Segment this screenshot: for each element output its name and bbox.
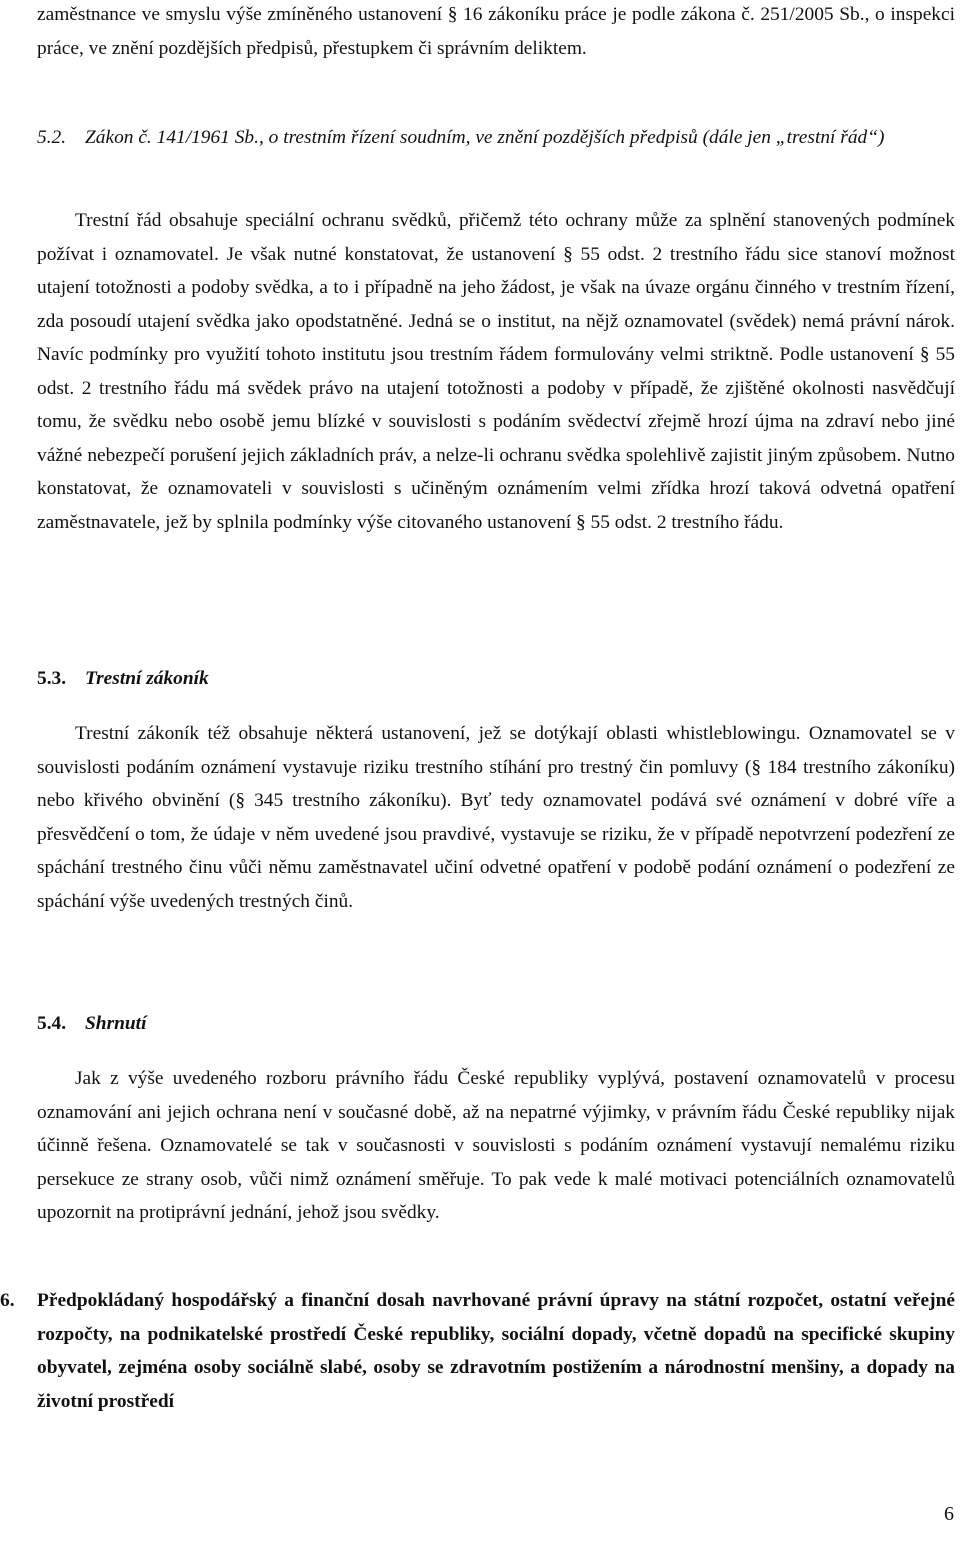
section-5-2-title: Zákon č. 141/1961 Sb., o trestním řízení soudním, ve znění pozdějších předpisů (dále jen „trestní řád“): [85, 127, 885, 148]
section-5-3-heading: [37, 662, 209, 696]
section-5-2-body: Trestní řád obsahuje speciální ochranu svědků, přičemž této ochrany může za splnění stanovených podmínek požívat i oznamovatel. Je však nutné konstatovat, že ustanovení § 55 odst. 2 trestního řádu sice stanoví možnost utajení totožnosti a podoby svědka, a to i případně na jeho žádost, je však na úvaze orgánu činného v trestním řízení, zda posoudí utajení svědka jako opodstatněné. Jedná se o institut, na nějž oznamovatel (svědek) nemá právní nárok. Navíc podmínky pro využití tohoto institutu jsou trestním řádem formulovány velmi striktně. Podle ustanovení § 55 odst. 2 trestního řádu má svědek právo na utajení totožnosti a podoby v případě, že zjištěné okolnosti nasvědčují tomu, že svědku nebo osobě jemu blízké v souvislosti s podáním svědectví zřejmě hrozí újma na zdraví nebo jiné vážné nebezpečí porušení jejich základních práv, a nelze-li ochranu svědka spolehlivě zajistit jiným způsobem. Nutno konstatovat, že oznamovateli v souvislosti s učiněným oznámením velmi zřídka hrozí taková odvetná opatření zaměstnavatele, jež by splnila podmínky výše citovaného ustanovení § 55 odst. 2 trestního řádu.: [37, 210, 955, 533]
section-6-title: Předpokládaný hospodářský a finanční dosah navrhované právní úpravy na státní rozpočet, ostatní veřejné rozpočty, na podnikatelské prostředí České republiky, sociální dopady, včetně dopadů na specifické skupiny obyvatel, zejména osoby sociálně slabé, osoby se zdravotním postižením a národnostní menšiny, a dopady na životní prostředí: [37, 1290, 955, 1412]
section-5-2-number: 5.2.: [37, 127, 67, 148]
section-6-heading: [0, 1284, 955, 1418]
section-5-4-body: Jak z výše uvedeného rozboru právního řádu České republiky vyplývá, postavení oznamovatelů v procesu oznamování ani jejich ochrana není v současné době, až na nepatrné výjimky, v právním řádu České republiky nijak účinně řešena. Oznamovatelé se tak v současnosti v souvislosti s podáním oznámení vystavují nemalému riziku persekuce ze strany osob, vůči nimž oznámení směřuje. To pak vede k malé motivaci potenciálních oznamovatelů upozornit na protiprávní jednání, jehož jsou svědky.: [37, 1068, 955, 1223]
section-6-number: 6.: [0, 1290, 15, 1311]
section-5-4-number: 5.4.: [37, 1013, 67, 1034]
page-number: 6: [944, 1503, 954, 1525]
section-5-3-title: Trestní zákoník: [85, 668, 209, 689]
section-5-3-body: Trestní zákoník též obsahuje některá ustanovení, jež se dotýkají oblasti whistleblowingu. Oznamovatel se v souvislosti podáním oznámení vystavuje riziku trestního stíhání pro trestný čin pomluvy (§ 184 trestního zákoníku) nebo křivého obvinění (§ 345 trestního zákoníku). Byť tedy oznamovatel podává své oznámení v dobré víře a přesvědčení o tom, že údaje v něm uvedené jsou pravdivé, vystavuje se riziku, že v případě nepotvrzení podezření ze spáchání trestného činu vůči němu zaměstnavatel učiní odvetné opatření v podobě podání oznámení o podezření ze spáchání výše uvedených trestných činů.: [37, 723, 955, 912]
section-5-2-heading: [37, 121, 955, 155]
section-5-4-title: Shrnutí: [85, 1013, 147, 1034]
section-5-3-number: 5.3.: [37, 668, 67, 689]
section-5-4-heading: [37, 1007, 146, 1041]
intro-paragraph: zaměstnance ve smyslu výše zmíněného ustanovení § 16 zákoníku práce je podle zákona č. 251/2005 Sb., o inspekci práce, ve znění pozdějších předpisů, přestupkem či správním deliktem.: [37, 4, 955, 59]
